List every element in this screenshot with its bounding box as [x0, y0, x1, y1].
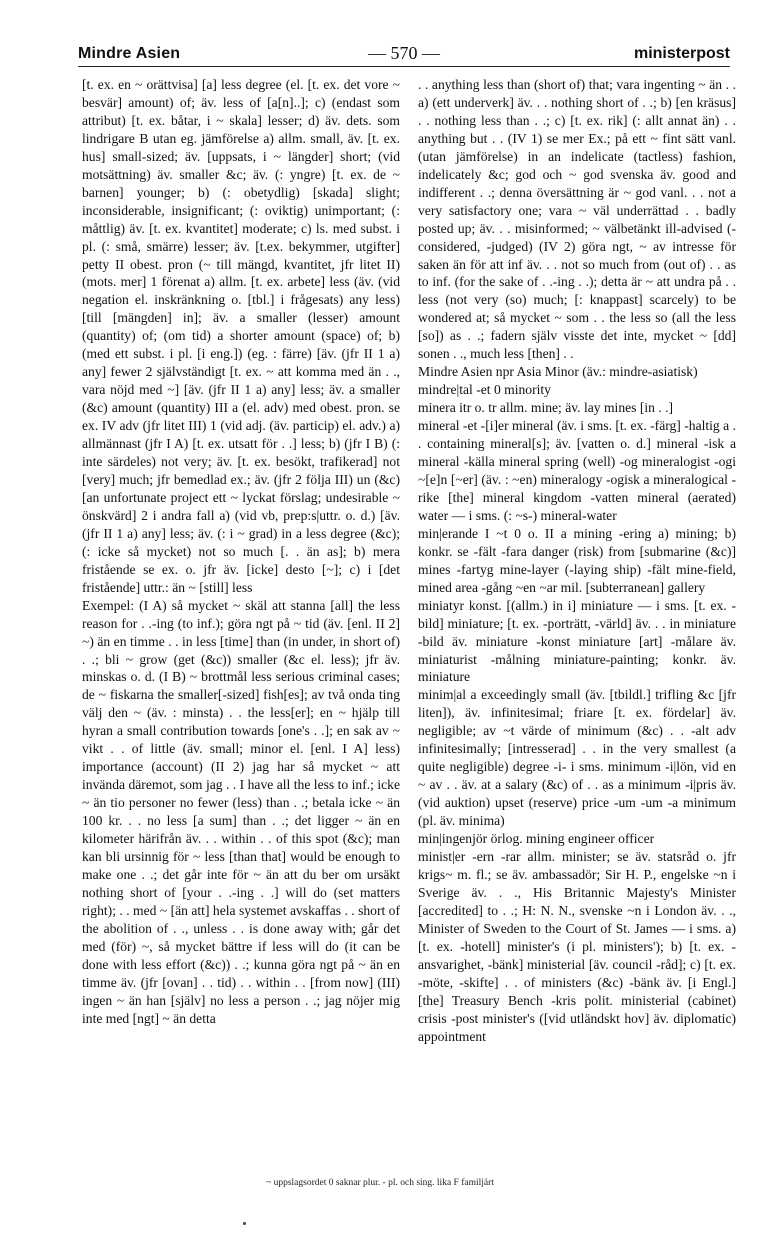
entry-mindre-asien: Mindre Asien npr Asia Minor (äv.: mindre-asiatisk)	[418, 364, 698, 380]
entry-miniatyr: miniatyr konst. [(allm.) in i] miniature — i sms. [t. ex. -bild] miniature; [t. ex. -porträtt, -värld] äv. . . in miniature -bild äv. miniature -konst miniature [art] -målare äv. miniaturist -målning miniature-painting; konkr. äv. miniature	[418, 597, 736, 685]
entry-miningenjor: min|ingenjör örlog. mining engineer officer	[418, 831, 655, 847]
header-right-guideword: ministerpost	[633, 45, 730, 62]
right-column	[418, 76, 736, 1160]
entry-text: [t. ex. en ~ orättvisa] [a] less degree (el. [t. ex. det vore ~ besvär] amount) of; äv. less of [a[n]..]; c) (endast som attribut) [t. ex. båtar, i ~ skala] lesser; d) äv. dets. som lindrigare B utan eg. jämförelse a) allm. small, äv. [t. ex. hus] small-sized; äv. [uppsats, i ~ längder] short; (vid motsättning) äv. smaller &c; äv. (: yngre) [t. ex. de ~ barnen] younger; b) (: obetydlig) [skada] slight; inconsiderable, insignificant; (: oviktig) unimportant; (: måttlig) äv. [t. ex. kvantitet] moderate; c) ls. med subst. i pl. (: små, smärre) lesser; äv. [t.ex. bekymmer, utgifter] petty II obest. pron (~ till mängd, kvantitet, jfr litet II) (mots. mer] 1 förenat a) allm. [t. ex. arbete] less (äv. (vid negation el. inskränkning o. [tbl.] i frågesats) any less) [till [mängden] in]; äv. a smaller (lesser) amount (quantity) of; (om tid) a shorter amount (space) of; b) (med ett subst. i pl. [i eng.]) (eg. : färre) [äv. (jfr II 1 a) any] fewer 2 självständigt [t. ex. ~ att komma med än . ., vara nöjd med ~] [äv. (jfr II 1 a) any] less; äv. a smaller (&c) amount (quantity) III a (el. adv) med obest. pron. se ex. IV adv (jfr litet III) 1 (vid adj. (äv. particip) el. adv.) a) allmännast (jfr I A) [t. ex. utsatt för . .] less; b) (jfr I B) (: inte särdeles) not very; äv. [t. ex. besökt, trafikerad] not [very] much; jfr bemedlad ex.; äv. (jfr 2 följa III) un (&c) [an unfortunate project ett ~ lyckat förslag; undesirable ~ önskvärd] 2 i andra fall a) (vid vb, prep:s|uttr. o. d.) [äv. (jfr II 1 a) any] less; äv. (: i ~ grad) in a less degree (&c); (: icke så mycket) not so much [. . än as]; b) mera fristående se ex. o. jfr äv. [icke] desto [~]; c) i [det fristående] uttr.: än ~ [still] less	[82, 77, 400, 595]
entry-minister: minist|er -ern -rar allm. minister; se äv. statsråd o. jfr krigs~ m. fl.; se äv. ambassadör; Sir H. P., engelske ~n i Sverige äv. . ., His Britannic Majesty's Minister [accredited] to . .; H: N. N., svenske ~n i London äv. . ., Minister of Sweden to the Court of St. James — i sms. a) [t. ex. -hotell] minister's (i pl. ministers'); b) [t. ex. -ansvarighet, -bänk] ministerial [äv. council -råd]; c) [t. ex. -möte, -skifte] . . of ministers (&c) -bänk äv. [i Engl.] [the] Treasury Bench -kris polit. ministerial (cabinet) crisis -post minister's ([vid utländskt hov] äv. diplomatic) appointment	[418, 848, 736, 1044]
left-column	[82, 76, 400, 1160]
entry-minera: minera itr o. tr allm. mine; äv. lay mines [in . .]	[418, 400, 674, 416]
entry-mindretal: mindre|tal -et 0 minority	[418, 382, 551, 398]
header-left-guideword: Mindre Asien	[78, 45, 181, 62]
entry-examples: Exempel: (I A) så mycket ~ skäl att stanna [all] the less reason for . .-ing (to inf.); göra ngt på ~ tid (äv. [enl. II 2] ~) än en timme . . in less [time] than (in under, in short of) . .; bli ~ grow (get (&c)) smaller (&c el. less); jfr äv. minskas o. d. (I B) ~ brottmål less serious criminal cases; de ~ fiskarna the smaller[-sized] fish[es]; av två onda ting välj den ~ (äv. : minsta) . . the less[er]; en ~ hjälp till hyran a small contribution towards [one's . .]; en sak av ~ vikt . . of little (äv. small; minor el. [enl. I A] less) importance (account) (II 2) jag har så mycket ~ att invända däremot, som jag . . I have all the less to inf.; icke ~ än tio personer no fewer (less) than . .; betala icke ~ än 100 kr. . . no less [a sum] than . .; det ligger ~ än en kilometer härifrån äv. . . within . . of this spot (&c); man kan bli ursinnig för ~ less [than that] would be enough to make one . .; det går inte för ~ än att du ber om ursäkt nothing short of [your . .-ing . .] will do (set matters right); . . med ~ [än att] hela systemet avskaffas . . short of the abolition of . ., unless . . is done away with; går det med (för) ~, så mycket bättre if less will do (it can be done with less effort (&c)) . .; kunna göra ngt på ~ än en timme äv. (jfr [ovan] . . tid) . . within . . [from now] (III) ingen ~ än han [själv] no less a person . .; jag nöjer mig inte med [ngt] ~ än detta	[82, 597, 400, 1026]
page-header	[78, 40, 730, 67]
entry-minerande: min|erande I ~t 0 o. II a mining -ering a) mining; b) konkr. se -fält -fara danger (risk) from [submarine (&c)] mines -fartyg mine-layer (-laying ship) -fält mine-field, mined area -gång ~en ~ar mil. [subterranean] gallery	[418, 525, 736, 595]
entry-mineral: mineral -et -[i]er mineral (äv. i sms. [t. ex. -färg] -haltig a . . containing mineral[s]; äv. [vatten o. d.] mineral -isk a mineral -källa mineral spring (well) -og mineralogist -ogi ~[e]n [~er] (äv. : ~en) mineralogy -ogisk a mineralogical -rike [the] mineral kingdom -vatten mineral (aerated) water — i sms. (: ~s-) mineral-water	[418, 418, 736, 523]
page-number: — 570 —	[368, 43, 440, 63]
entry-text: . . anything less than (short of) that; vara ingenting ~ än . . a) (ett underverk] äv. . . nothing short of . .; b) [en kräsus] . . nothing less than . .; c) [t. ex. rik] (: allt annat än) . . anything but . . (IV 1) se mer Ex.; på ett ~ fint sätt vanl. (utan jämförelse) in an indelicate (tactless) fashion, indelicately &c; god och ~ god svenska äv. good and indifferent . .; denna översättning är ~ god vanl. . . not a very satisfactory one; vara ~ väl underrättad . . badly posted up; äv. . . misinformed; ~ välbetänkt ill-advised (-considered, -judged) (IV 2) göra ngt, ~ av intresse för saken än för att inf äv. . . not so much from (out of) . . as to inf. (for the sake of . .-ing . .); detta är ~ att undra på . . less (not very (so) much; [: knappast] scarcely) to be wondered at; så mycket ~ som . . the less so (all the less [so]) as . .; fadern själv visste det inte, mycket ~ [dd] sonen . ., much less [then] . .	[418, 77, 736, 362]
speck	[243, 1222, 246, 1225]
page-footer-legend: ~ uppslagsordet 0 saknar plur. - pl. och sing. lika F familjärt	[266, 1178, 494, 1188]
entry-minimal: minim|al a exceedingly small (äv. [tbildl.] trifling &c [jfr liten]), äv. infinitesimal; friare [t. ex. fördelar] äv. negligible; av ~t värde of minimum (&c) . . -alt adv infinitesimally; [intresserad] . . in the very smallest (a quite negligible) degree -i- i sms. minimum -i|lön, vid en ~ av . . äv. at a salary (&c) of . . as a minimum -i|pris äv. (vid auktion) upset (reserve) price -um -um -a minimum (pl. äv. minima)	[418, 687, 736, 829]
